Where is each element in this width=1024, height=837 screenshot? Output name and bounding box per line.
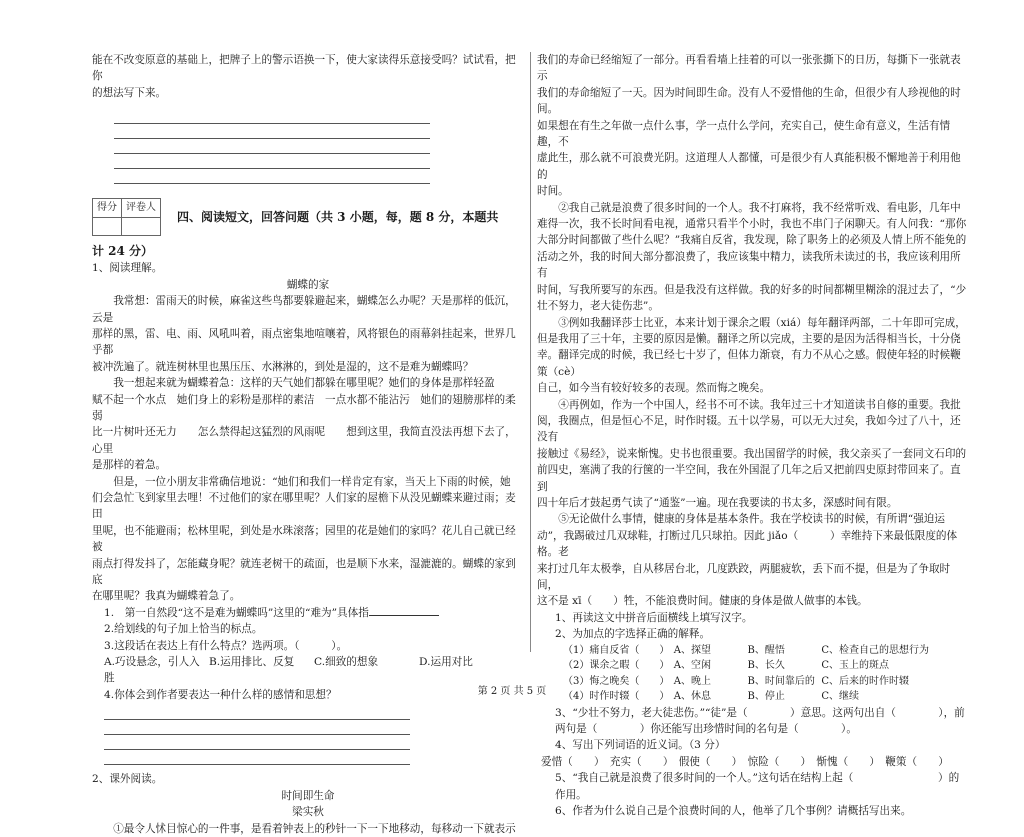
question-r5: 5、“我自己就是浪费了很多时间的一个人。”这句话在结构上起（ ）的作用。 bbox=[555, 772, 960, 801]
q4-words: 爱惜（ ） 充实（ ） 假使（ ） 惊险（ ） 惭愧（ ） 鞭策（ ） bbox=[541, 755, 949, 768]
q2-opt-c: C、后来的时作时辍 bbox=[821, 675, 910, 687]
q2-item: （4）时作时辍（ ） bbox=[563, 691, 670, 703]
passage-1-title: 蝴蝶的家 bbox=[286, 278, 330, 291]
section-title-cont: 计 24 分） bbox=[92, 243, 154, 258]
r-p2-line: 难得一次，我不长时间看电视，通常只看半个小时，我也不串门子闲聊天。有人问我：“那你 bbox=[537, 218, 967, 231]
p3-line: 在哪里呢？我真为蝴蝶着急了。 bbox=[92, 590, 241, 603]
q2-opt-c: C、继续 bbox=[821, 691, 860, 703]
q2-opt-b: B、长久 bbox=[747, 660, 785, 672]
reviewer-cell-label: 评卷人 bbox=[122, 199, 161, 218]
r-p3-line: 但是我用了三十年，主要的原因是懒。翻译之所以完成，主要的是因为活得相当长，十分侥 bbox=[537, 332, 961, 345]
option-d: D.运用对比 bbox=[419, 656, 473, 669]
q1-1 bbox=[92, 605, 524, 621]
option-b: B.运用排比、反复 bbox=[209, 656, 295, 669]
p1-line: 那样的黑，雷、电、雨、风吼叫着，雨点密集地喧嚷着，风将银色的雨幕斜挂起来，世界几乎都 bbox=[92, 327, 516, 357]
r-p4-line: 阅，我圈点，但是恒心不足，时作时辍。五十以学易，可以无大过矣，我如今过了八十，还没有 bbox=[537, 414, 961, 444]
r-p5-line: 动”，我踢破过几双球鞋，打断过几只球拍。因此 jiǎo（ ）幸维持下来最低限度的体格。老 bbox=[537, 529, 958, 559]
r-p2-line: 活动之外，我的时间大部分都浪费了，我应该集中精力，读我所未读过的书，我应该利用所有 bbox=[537, 250, 961, 280]
q2-row bbox=[563, 658, 969, 674]
option-a: A.巧设悬念，引人入胜 bbox=[104, 656, 200, 685]
question-r6: 6、作者为什么说自己是个浪费时间的人，他举了几个事例？请概括写出来。 bbox=[555, 805, 912, 818]
left-column bbox=[92, 52, 524, 837]
r-p3-line: 幸。翻译完成的时候，我已经七十岁了，但体力渐衰，有力不从心之感。假使年轻的时候鞭策（cè） bbox=[537, 349, 961, 378]
question-1-label: 1、阅读理解。 bbox=[92, 262, 163, 275]
r-p3-line: ③例如我翻译莎士比亚，本来计划于课余之暇（xiá）每年翻译两部，二十年即可完成， bbox=[558, 316, 966, 329]
q2-item: （3）悔之晚矣（ ） bbox=[563, 675, 670, 687]
r-p2-line: 壮不努力，老大徒伤悲”。 bbox=[537, 300, 659, 313]
p1-line: 被冲洗遍了。就连树林里也黑压压、水淋淋的，到处是湿的，这不是难为蝴蝶吗？ bbox=[92, 360, 474, 373]
r-p5-line: ⑤无论做什么事情，健康的身体是基本条件。我在学校读书的时候，有所谓“强迫运 bbox=[558, 513, 945, 526]
r-p5-line: 这不是 xī（ ）牲，不能浪费时间。健康的身体是做人做事的本钱。 bbox=[537, 595, 868, 608]
p3-line: 雨点打得发抖了，怎能藏身呢？就连老树干的疏面，也是顺下水来，湿漉漉的。蝴蝶的家到底 bbox=[92, 557, 516, 587]
r-p4-line: 接触过《易经》，说来惭愧。史书也很重要。我出国留学的时候，我父亲买了一套同文石印的 bbox=[537, 447, 967, 460]
column-divider bbox=[530, 52, 531, 652]
q1-2: 2.给划线的句子加上恰当的标点。 bbox=[104, 623, 263, 636]
score-cell-label: 得分 bbox=[93, 199, 122, 218]
question-r3: 3、“少壮不努力，老大徒悲伤。”“徒”是（ ）意思。这两句出自（ ），前两句是（ ）你还能写出珍惜时间的名句是（ ）。 bbox=[555, 706, 965, 736]
p2-line: 赋不起一个水点 她们身上的彩粉是那样的素洁 一点水都不能沾污 她们的翅膀那样的柔弱 bbox=[92, 393, 516, 422]
intro-line-2: 的想法写下来。 bbox=[92, 86, 167, 99]
q2-opt-b: B、醒悟 bbox=[747, 644, 785, 656]
p3-line: 但是，一位小朋友非常确信地说：“她们和我们一样肯定有家，当天上下雨的时候，她 bbox=[113, 475, 511, 488]
q1-4: 4.你体会到作者要表达一种什么样的感情和思想？ bbox=[104, 688, 337, 701]
q2-item: （1）痛自反省（ ） bbox=[563, 644, 670, 656]
answer-lines bbox=[114, 109, 430, 184]
r-p2-line: ②我自己就是浪费了很多时间的一个人。我不打麻将，我不经常听戏、看电影，几年中 bbox=[558, 201, 961, 214]
r-p4-line: ④再例如，作为一个中国人，经书不可不读。我年过三十才知道读书自修的重要。我批 bbox=[558, 398, 961, 411]
question-r4: 4、写出下列词语的近义词。（3 分） bbox=[555, 739, 726, 752]
r-p4-line: 前四史，塞满了我的行箧的一半空间，我在外国混了几年之后又把前四史原封带回来了。直到 bbox=[537, 464, 961, 493]
q2-opt-c: C、玉上的斑点 bbox=[821, 660, 890, 672]
r-p1-line: 如果想在有生之年做一点什么事，学一点什么学问，充实自己，使生命有意义，生活有情趣，不 bbox=[537, 119, 951, 149]
question-2-label: 2、课外阅读。 bbox=[92, 773, 163, 786]
r-p5-line: 来打过几年太极拳，自从移居台北，几度跌跤，两腿疲软，丢下而不提，但是为了争取时间， bbox=[537, 562, 951, 591]
q2-opt-a: A、探望 bbox=[673, 644, 711, 656]
q2-opt-a: A、晚上 bbox=[673, 675, 711, 687]
question-r2: 2、为加点的字选择正确的解释。 bbox=[555, 628, 711, 641]
q2-opt-c: C、检查自己的思想行为 bbox=[821, 644, 930, 656]
score-table bbox=[92, 198, 161, 236]
r-p4-line: 四十年后才鼓起勇气读了“通鉴”一遍。现在我要读的书太多，深感时间有限。 bbox=[537, 496, 898, 509]
question-r1: 1、再读这文中拼音后面横线上填写汉字。 bbox=[555, 611, 753, 624]
passage-2-title: 时间即生命 bbox=[281, 789, 335, 802]
option-c: C.细致的想象 bbox=[314, 656, 379, 669]
r-p2-line: 大部分时间都做了些什么呢？”我痛自反省，我发现，除了职务上的必须及人情上所不能免的 bbox=[537, 234, 967, 247]
section-title: 四、阅读短文，回答问题（共 3 小题，每，题 8 分，本题共 bbox=[177, 209, 499, 224]
r-p1-line: 我们的寿命已经缩短了一部分。再看看墙上挂着的可以一张张撕下的日历，每撕下一张就表示 bbox=[537, 54, 961, 83]
q2-opt-b: B、时间靠后的 bbox=[747, 675, 815, 687]
p2-line: 是那样的着急。 bbox=[92, 459, 167, 472]
r-p3-line: 自己，如今当有较好较多的表现。然而悔之晚矣。 bbox=[537, 382, 771, 395]
p3-line: 们会急忙飞到家里去哩！不过他们的家在哪里呢？人们家的屋檐下从没见蝴蝶来避过雨；麦田 bbox=[92, 492, 516, 521]
passage-2-author: 梁实秋 bbox=[292, 806, 324, 819]
r-p1-line: 时间。 bbox=[537, 185, 569, 198]
q2-opt-a: A、空闲 bbox=[673, 660, 711, 672]
p2-line: 比一片树叶还无力 怎么禁得起这猛烈的风雨呢 想到这里，我简直没法再想下去了，心里 bbox=[92, 426, 516, 455]
q2-opt-b: B、停止 bbox=[747, 691, 785, 703]
page-footer: 第 2 页 共 5 页 bbox=[477, 686, 547, 697]
q2-item: （2）课余之暇（ ） bbox=[563, 660, 670, 672]
r-p1-line: 我们的寿命缩短了一天。因为时间即生命。没有人不爱惜他的生命，但很少有人珍视他的时间。 bbox=[537, 86, 961, 116]
q2-opt-a: A、休息 bbox=[673, 691, 711, 703]
q1-3-options bbox=[92, 654, 524, 687]
p2-line: 我一想起来就为蝴蝶着急：这样的天气她们都躲在哪里呢？她们的身体是那样轻盈 bbox=[113, 377, 495, 390]
q2-row bbox=[563, 643, 969, 659]
r-p2-line: 时间，写我所要写的东西。但是我没有这样做。我的好多的时间都糊里糊涂的混过去了，“少 bbox=[537, 283, 967, 296]
p4-line: ①最令人怵目惊心的一件事，是看着钟表上的秒针一下一下地移动，每移动一下就表示 bbox=[113, 822, 516, 835]
section-header bbox=[92, 198, 524, 236]
p3-line: 里呢，也不能避雨；松林里呢，到处是水珠滚落；园里的花是她们的家吗？花儿自己就已经被 bbox=[92, 524, 516, 554]
q1-1-text: 1. 第一自然段“这不是难为蝴蝶吗”这里的“难为”具体指 bbox=[104, 606, 369, 619]
p1-line: 我常想：雷雨天的时候，麻雀这些鸟都要躲避起来，蝴蝶怎么办呢？天是那样的低沉，云是 bbox=[92, 295, 516, 324]
r-p1-line: 虚此生，那么就不可浪费光阴。这道理人人都懂，可是很少有人真能积极不懈地善于利用他的 bbox=[537, 152, 961, 181]
q1-3: 3.这段话在表达上有什么特点？选两项。（ ）。 bbox=[104, 639, 348, 652]
q1-4-answer-lines bbox=[104, 705, 410, 765]
intro-line-1: 能在不改变原意的基础上，把牌子上的警示语换一下，使大家读得乐意接受吗？试试看，把你 bbox=[92, 54, 516, 83]
right-column bbox=[537, 52, 969, 819]
